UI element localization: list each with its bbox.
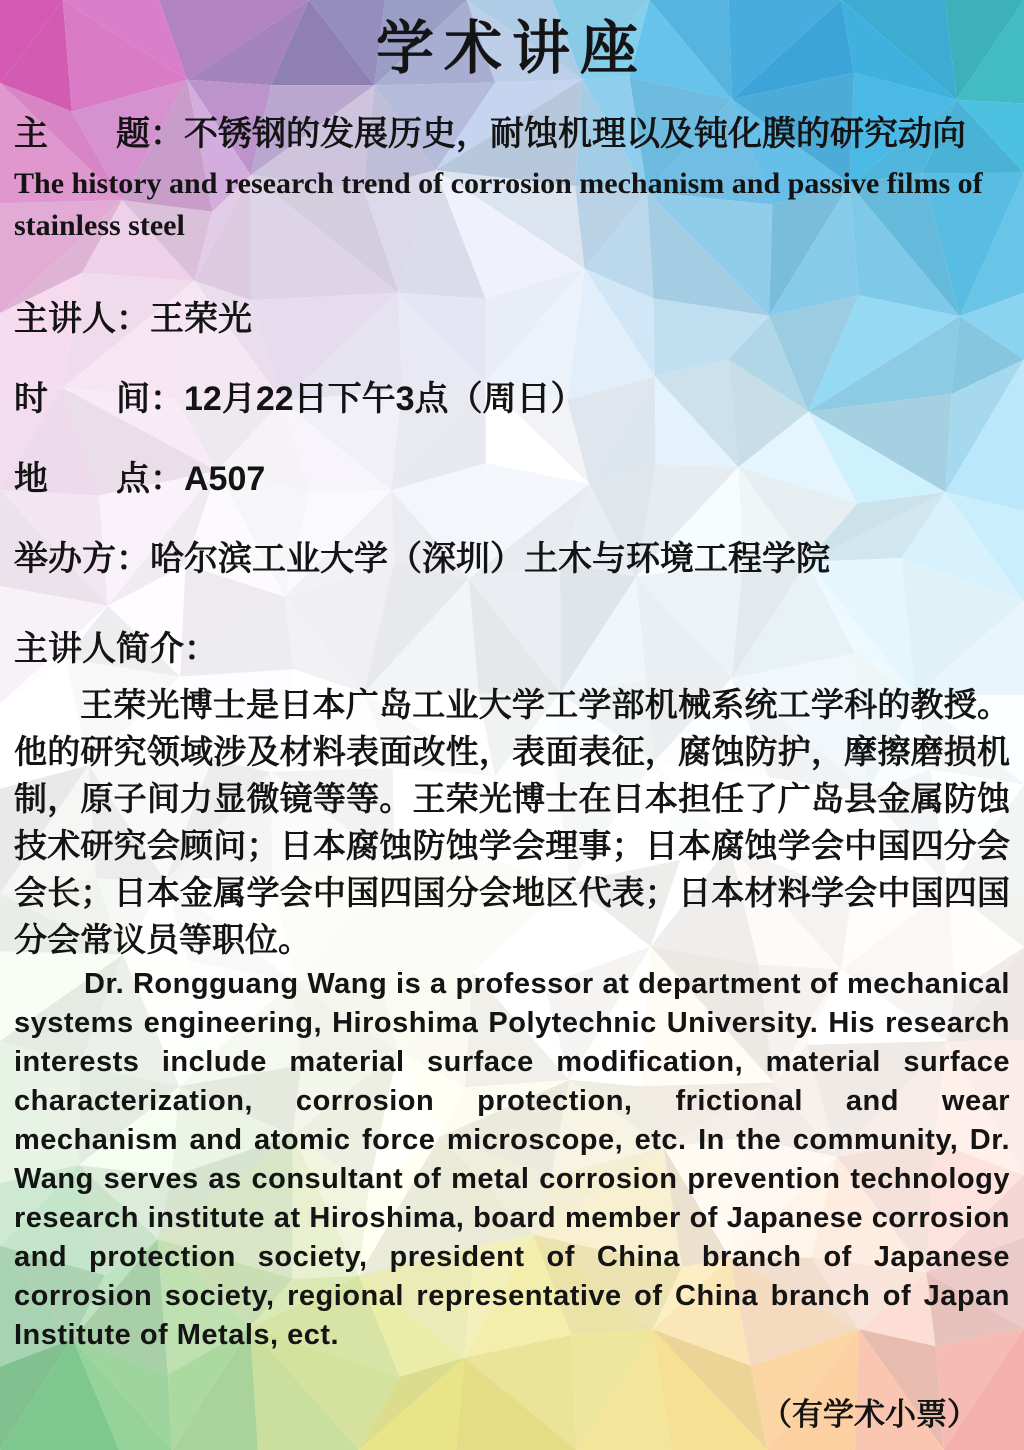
ticket-note: （有学术小票） xyxy=(761,1397,978,1432)
speaker-line: 主讲人：王荣光 xyxy=(14,300,252,339)
host-line: 举办方：哈尔滨工业大学（深圳）土木与环境工程学院 xyxy=(14,540,830,579)
subject-line-cn: 主 题：不锈钢的发展历史，耐蚀机理以及钝化膜的研究动向 xyxy=(14,114,966,153)
subject-line-en: The history and research trend of corrosion mechanism and passive films of stainless steel xyxy=(14,167,983,243)
bio-paragraph-cn: 王荣光博士是日本广岛工业大学工学部机械系统工学科的教授。他的研究领域涉及材料表面改性，表面表征，腐蚀防护，摩擦磨损机制，原子间力显微镜等等。王荣光博士在日本担任了广岛县金属防蚀技术研究会顾问；日本腐蚀防蚀学会理事；日本腐蚀学会中国四分会会长；日本金属学会中国四国分会地区代表；日本材料学会中国四国分会常议员等职位。 xyxy=(14,685,1010,958)
bio-heading: 主讲人简介： xyxy=(14,630,218,669)
time-line: 时 间：12月22日下午3点（周日） xyxy=(14,380,585,419)
page-title: 学术讲座 xyxy=(375,16,648,81)
bio-paragraph-en: Dr. Rongguang Wang is a professor at department of mechanical systems engineering, Hiroshima Polytechnic University. His research interests include material surface modification, material surface characterization, corrosion protection, frictional and wear mechanism and atomic force microscope, etc. In the community, Dr. Wang serves as consultant of metal corrosion prevention technology research institute at Hiroshima, board member of Japanese corrosion and protection society, president of China branch of Japanese corrosion society, regional representative of China branch of Japan Institute of Metals, ect. xyxy=(14,967,1010,1351)
venue-line: 地 点：A507 xyxy=(14,460,266,499)
